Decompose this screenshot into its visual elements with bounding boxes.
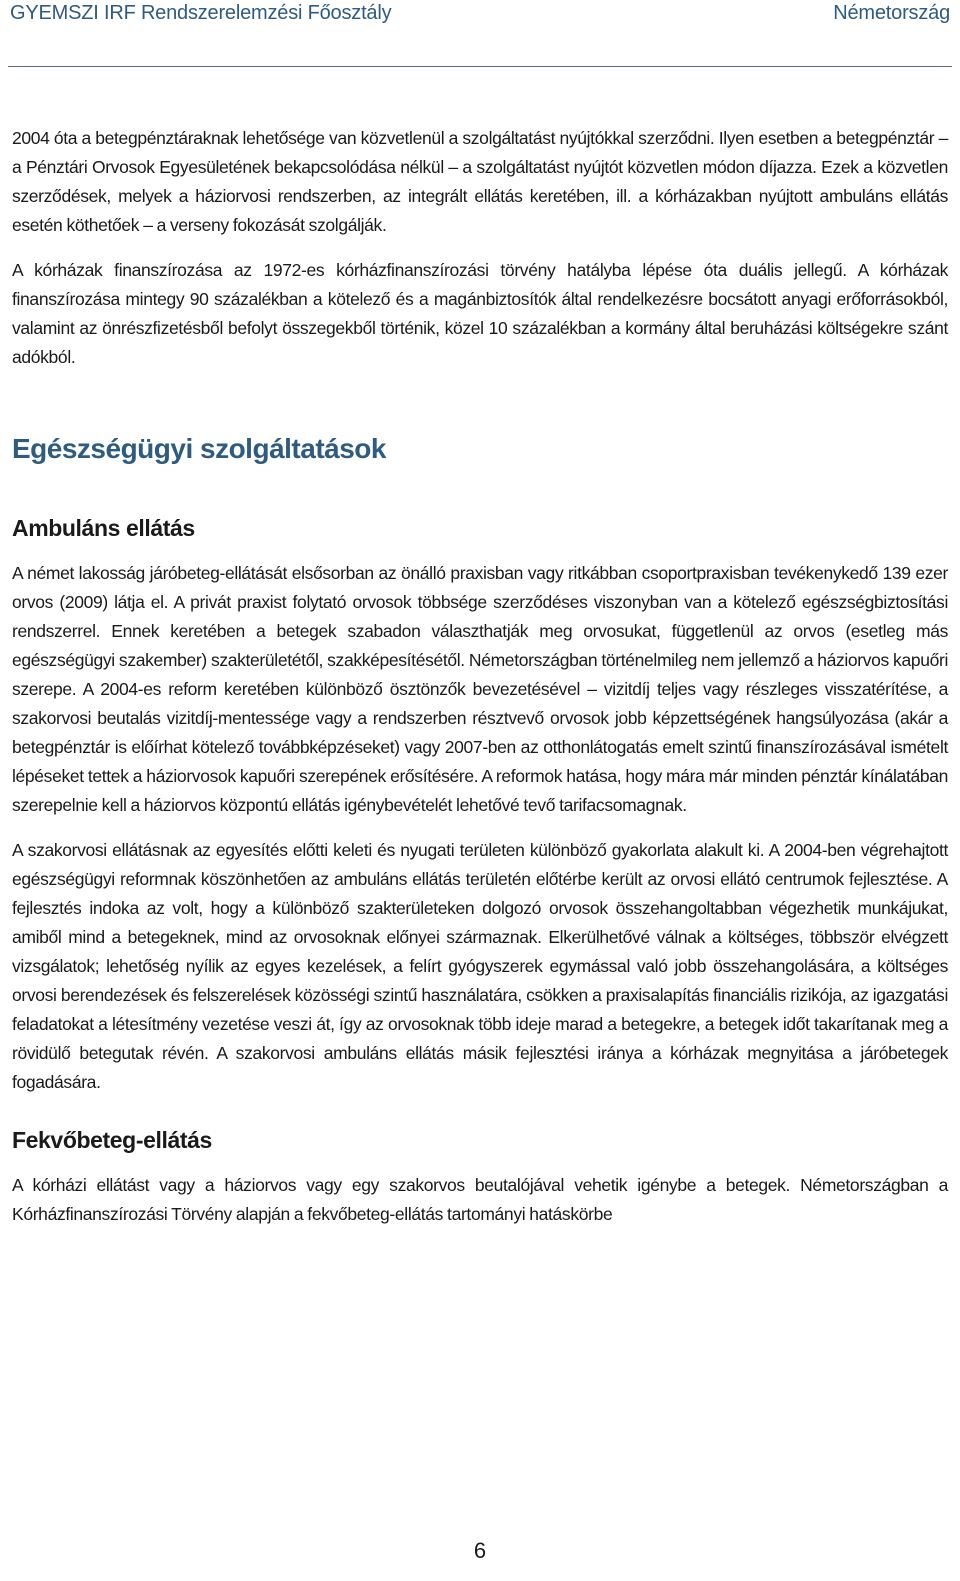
paragraph: 2004 óta a betegpénztáraknak lehetősége van közvetlenül a szolgáltatást nyújtókkal szerződni. Ilyen esetben a betegpénztár – a Pénztári Orvosok Egyesületének bekapcsolódása nélkül – a szolgáltatást nyújtót közvetlen módon díjazza. Ezek a közvetlen szerződések, melyek a háziorvosi rendszerben, az integrált ellátás keretében, ill. a kórházakban nyújtott ambuláns ellátás esetén köthetőek – a verseny fokozását szolgálják. — [12, 128, 948, 235]
paragraph: A szakorvosi ellátásnak az egyesítés előtti keleti és nyugati területen különböző gyakorlata alakult ki. A 2004-ben végrehajtott egészségügyi reformnak köszönhetően az ambuláns ellátás területén előtérbe került az orvosi ellátó centrumok fejlesztése. A fejlesztés indoka az volt, hogy a különböző szakterületeken dolgozó orvosok összehangoltabban végezhetik munkájukat, amiből mind a betegeknek, mind az orvosoknak előnyei származnak. Elkerülhetővé válnak a költséges, többször elvégzett vizsgálatok; lehetőség nyílik az egyes kezelések, a felírt gyógyszerek egymással való jobb összehangolására, a költséges orvosi berendezések és felszerelések közösségi szintű használatára, csökken a praxisalapítás financiális rizikója, az igazgatási feladatokat a létesítmény vezetése veszi át, így az orvosoknak több ideje marad a betegekre, a betegek időt takarítanak meg a rövidülő betegutak révén. A szakorvosi ambuláns ellátás másik fejlesztési iránya a kórházak megnyitása a járóbetegek fogadására. — [12, 840, 948, 1092]
page-header — [8, 0, 952, 67]
paragraph: A kórházi ellátást vagy a háziorvos vagy egy szakorvos beutalójával vehetik igénybe a betegek. Németországban a Kórházfinanszírozási Törvény alapján a fekvőbeteg-ellátás tartományi hatáskörbe — [12, 1175, 948, 1224]
paragraph: A német lakosság járóbeteg-ellátását elsősorban az önálló praxisban vagy ritkábban csoportpraxisban tevékenykedő 139 ezer orvos (2009) látja el. A privát praxist folytató orvosok többsége szerződéses viszonyban van a kötelező egészségbiztosítási rendszerrel. Ennek keretében a betegek szabadon választhatják meg orvosukat, függetlenül az orvos (esetleg más egészségügyi szakember) szakterületétől, szakképesítésétől. Németországban történelmileg nem jellemző a háziorvos kapuőri szerepe. A 2004-es reform keretében különböző ösztönzők bevezetésével – vizitdíj teljes vagy részleges visszatérítése, a szakorvosi beutalás vizitdíj-mentessége vagy a rendszerben résztvevő orvosok jobb képzettségének hangsúlyozása (akár a betegpénztár is előírhat kötelező továbbképzéseket) vagy 2007-ben az otthonlátogatás emelt szintű finanszírozásával ismételt lépéseket tettek a háziorvosok kapuőri szerepének erősítésére. A reformok hatása, hogy mára már minden pénztár kínálatában szerepelnie kell a háziorvos központú ellátás igénybevételét lehetővé tevő tarifacsomagnak. — [12, 563, 948, 815]
subsection-title-ambulatory: Ambuláns ellátás — [12, 515, 195, 541]
page-number: 6 — [473, 1538, 487, 1563]
header-organization: GYEMSZI IRF Rendszerelemzési Főosztály — [10, 2, 392, 24]
section-title: Egészségügyi szolgáltatások — [12, 433, 386, 464]
document-body — [12, 124, 948, 1245]
header-country: Németország — [833, 2, 950, 24]
paragraph: A kórházak finanszírozása az 1972-es kórházfinanszírozási törvény hatályba lépése óta duális jellegű. A kórházak finanszírozása mintegy 90 százalékban a kötelező és a magánbiztosítók által rendelkezésre bocsátott anyagi erőforrásokból, valamint az önrészfizetésből befolyt összegekből történik, közel 10 százalékban a kormány által beruházási költségekre szánt adókból. — [12, 260, 948, 367]
subsection-title-inpatient: Fekvőbeteg-ellátás — [12, 1127, 212, 1153]
